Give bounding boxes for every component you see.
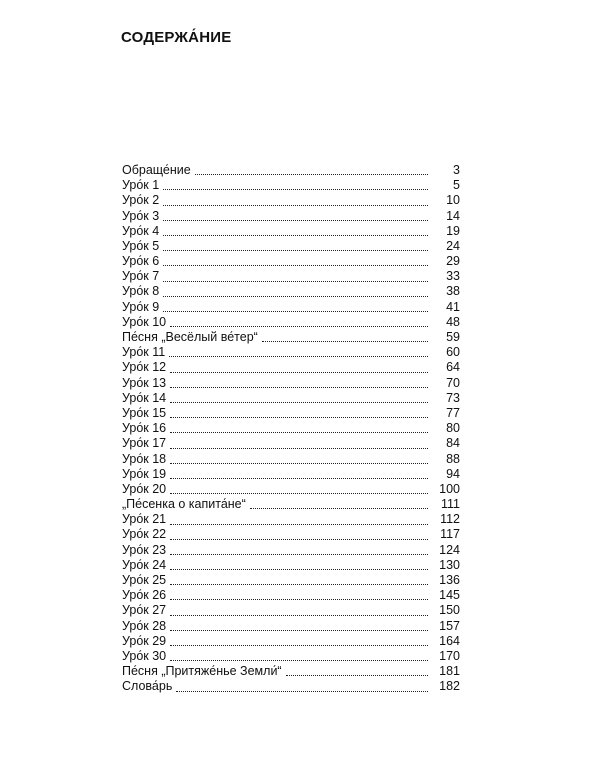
toc-entry-page-number: 10 <box>446 193 460 208</box>
toc-entry-label: Уро́к 23 <box>122 542 167 557</box>
toc-entry-page-number: 88 <box>446 451 460 466</box>
dot-leader <box>170 326 428 327</box>
dot-leader <box>170 417 428 418</box>
toc-entry-label: Уро́к 24 <box>122 557 167 572</box>
table-of-contents <box>122 163 460 695</box>
dot-leader <box>170 372 428 373</box>
toc-entry <box>122 285 460 300</box>
dot-leader <box>170 524 428 525</box>
toc-entry-label: Слова́рь <box>122 679 173 694</box>
toc-entry-page-number: 170 <box>439 648 460 663</box>
toc-entry-page-number: 157 <box>439 618 460 633</box>
toc-entry-page-number: 182 <box>439 679 460 694</box>
toc-entry-label: Уро́к 20 <box>122 481 167 496</box>
dot-leader <box>170 448 428 449</box>
toc-entry-page-number: 100 <box>439 481 460 496</box>
toc-entry <box>122 193 460 208</box>
toc-entry <box>122 360 460 375</box>
dot-leader <box>163 250 428 251</box>
dot-leader <box>163 235 428 236</box>
toc-entry-page-number: 5 <box>453 178 460 193</box>
toc-entry-label: Уро́к 10 <box>122 314 167 329</box>
toc-entry-page-number: 59 <box>446 330 460 345</box>
dot-leader <box>170 478 428 479</box>
toc-entry-label: Уро́к 9 <box>122 299 160 314</box>
toc-entry <box>122 209 460 224</box>
toc-entry-page-number: 24 <box>446 238 460 253</box>
toc-entry <box>122 649 460 664</box>
toc-entry-page-number: 14 <box>446 208 460 223</box>
toc-entry-page-number: 164 <box>439 633 460 648</box>
toc-entry <box>122 224 460 239</box>
toc-entry-label: Уро́к 16 <box>122 421 167 436</box>
dot-leader <box>163 281 428 282</box>
toc-entry-page-number: 19 <box>446 223 460 238</box>
dot-leader <box>170 463 428 464</box>
toc-entry-label: Обраще́ние <box>122 162 191 177</box>
dot-leader <box>163 220 428 221</box>
toc-entry-page-number: 3 <box>453 162 460 177</box>
toc-entry-page-number: 150 <box>439 603 460 618</box>
toc-entry-page-number: 124 <box>439 542 460 557</box>
dot-leader <box>163 205 428 206</box>
toc-entry <box>122 543 460 558</box>
toc-entry-page-number: 48 <box>446 314 460 329</box>
toc-entry <box>122 178 460 193</box>
page-title: СОДЕРЖА́НИЕ <box>121 29 232 46</box>
toc-entry <box>122 163 460 178</box>
toc-entry-label: Уро́к 15 <box>122 405 167 420</box>
dot-leader <box>250 508 428 509</box>
toc-entry-page-number: 33 <box>446 269 460 284</box>
toc-entry-label: Уро́к 14 <box>122 390 167 405</box>
toc-entry <box>122 345 460 360</box>
toc-entry-page-number: 38 <box>446 284 460 299</box>
toc-entry-label: Пе́сня „Притяже́нье Земли́“ <box>122 664 282 679</box>
toc-entry <box>122 512 460 527</box>
dot-leader <box>169 356 428 357</box>
dot-leader <box>163 311 428 312</box>
toc-entry-label: Уро́к 29 <box>122 633 167 648</box>
toc-entry <box>122 406 460 421</box>
toc-entry <box>122 315 460 330</box>
toc-entry-page-number: 94 <box>446 466 460 481</box>
dot-leader <box>170 432 428 433</box>
toc-entry-label: Уро́к 2 <box>122 193 160 208</box>
toc-entry <box>122 573 460 588</box>
toc-entry <box>122 452 460 467</box>
toc-entry-page-number: 181 <box>439 664 460 679</box>
toc-entry-label: Уро́к 28 <box>122 618 167 633</box>
dot-leader <box>262 341 428 342</box>
dot-leader <box>170 599 428 600</box>
toc-entry-page-number: 111 <box>440 497 460 512</box>
toc-entry-page-number: 145 <box>439 588 460 603</box>
toc-entry-page-number: 80 <box>446 421 460 436</box>
toc-entry-page-number: 130 <box>439 557 460 572</box>
dot-leader <box>286 675 428 676</box>
toc-entry <box>122 239 460 254</box>
dot-leader <box>170 554 428 555</box>
dot-leader <box>170 539 428 540</box>
toc-entry-label: Уро́к 3 <box>122 208 160 223</box>
dot-leader <box>195 174 428 175</box>
dot-leader <box>170 645 428 646</box>
dot-leader <box>176 691 428 692</box>
dot-leader <box>163 189 428 190</box>
dot-leader <box>170 584 428 585</box>
toc-entry-label: Уро́к 11 <box>122 345 166 360</box>
toc-entry <box>122 330 460 345</box>
toc-entry-page-number: 84 <box>446 436 460 451</box>
dot-leader <box>170 615 428 616</box>
toc-entry <box>122 391 460 406</box>
toc-entry-label: Уро́к 19 <box>122 466 167 481</box>
toc-entry <box>122 421 460 436</box>
dot-leader <box>163 296 428 297</box>
toc-entry-page-number: 70 <box>446 375 460 390</box>
toc-entry <box>122 300 460 315</box>
toc-entry-label: Уро́к 18 <box>122 451 167 466</box>
toc-entry-label: Уро́к 30 <box>122 648 167 663</box>
toc-entry-page-number: 73 <box>446 390 460 405</box>
toc-entry <box>122 269 460 284</box>
toc-entry-page-number: 77 <box>446 405 460 420</box>
toc-entry-page-number: 64 <box>446 360 460 375</box>
toc-entry <box>122 603 460 618</box>
toc-entry <box>122 558 460 573</box>
toc-entry-label: Уро́к 6 <box>122 254 160 269</box>
toc-entry-label: „Пе́сенка о капита́не“ <box>122 497 246 512</box>
toc-entry <box>122 497 460 512</box>
toc-entry <box>122 634 460 649</box>
toc-entry-label: Уро́к 1 <box>122 178 160 193</box>
toc-entry <box>122 482 460 497</box>
toc-entry <box>122 619 460 634</box>
dot-leader <box>170 387 428 388</box>
dot-leader <box>170 630 428 631</box>
dot-leader <box>163 265 428 266</box>
toc-entry <box>122 254 460 269</box>
toc-entry-label: Уро́к 8 <box>122 284 160 299</box>
toc-entry-label: Уро́к 13 <box>122 375 167 390</box>
toc-entry-label: Уро́к 5 <box>122 238 160 253</box>
toc-entry-label: Уро́к 4 <box>122 223 160 238</box>
toc-entry-label: Уро́к 26 <box>122 588 167 603</box>
dot-leader <box>170 569 428 570</box>
toc-entry-label: Уро́к 25 <box>122 573 167 588</box>
toc-entry-label: Уро́к 22 <box>122 527 167 542</box>
dot-leader <box>170 493 428 494</box>
toc-entry <box>122 436 460 451</box>
toc-entry <box>122 664 460 679</box>
toc-entry <box>122 376 460 391</box>
toc-entry-page-number: 112 <box>440 512 460 527</box>
toc-entry-label: Пе́сня „Весёлый ве́тер“ <box>122 330 258 345</box>
toc-entry-label: Уро́к 21 <box>122 512 167 527</box>
toc-entry-label: Уро́к 27 <box>122 603 167 618</box>
toc-entry-label: Уро́к 17 <box>122 436 167 451</box>
toc-entry <box>122 467 460 482</box>
toc-entry-page-number: 136 <box>439 573 460 588</box>
toc-entry-page-number: 41 <box>446 299 460 314</box>
dot-leader <box>170 402 428 403</box>
toc-entry-label: Уро́к 7 <box>122 269 160 284</box>
toc-entry <box>122 679 460 694</box>
toc-entry <box>122 588 460 603</box>
toc-entry-label: Уро́к 12 <box>122 360 167 375</box>
dot-leader <box>170 660 428 661</box>
toc-entry <box>122 528 460 543</box>
toc-entry-page-number: 60 <box>446 345 460 360</box>
toc-entry-page-number: 29 <box>446 254 460 269</box>
toc-entry-page-number: 117 <box>440 527 460 542</box>
